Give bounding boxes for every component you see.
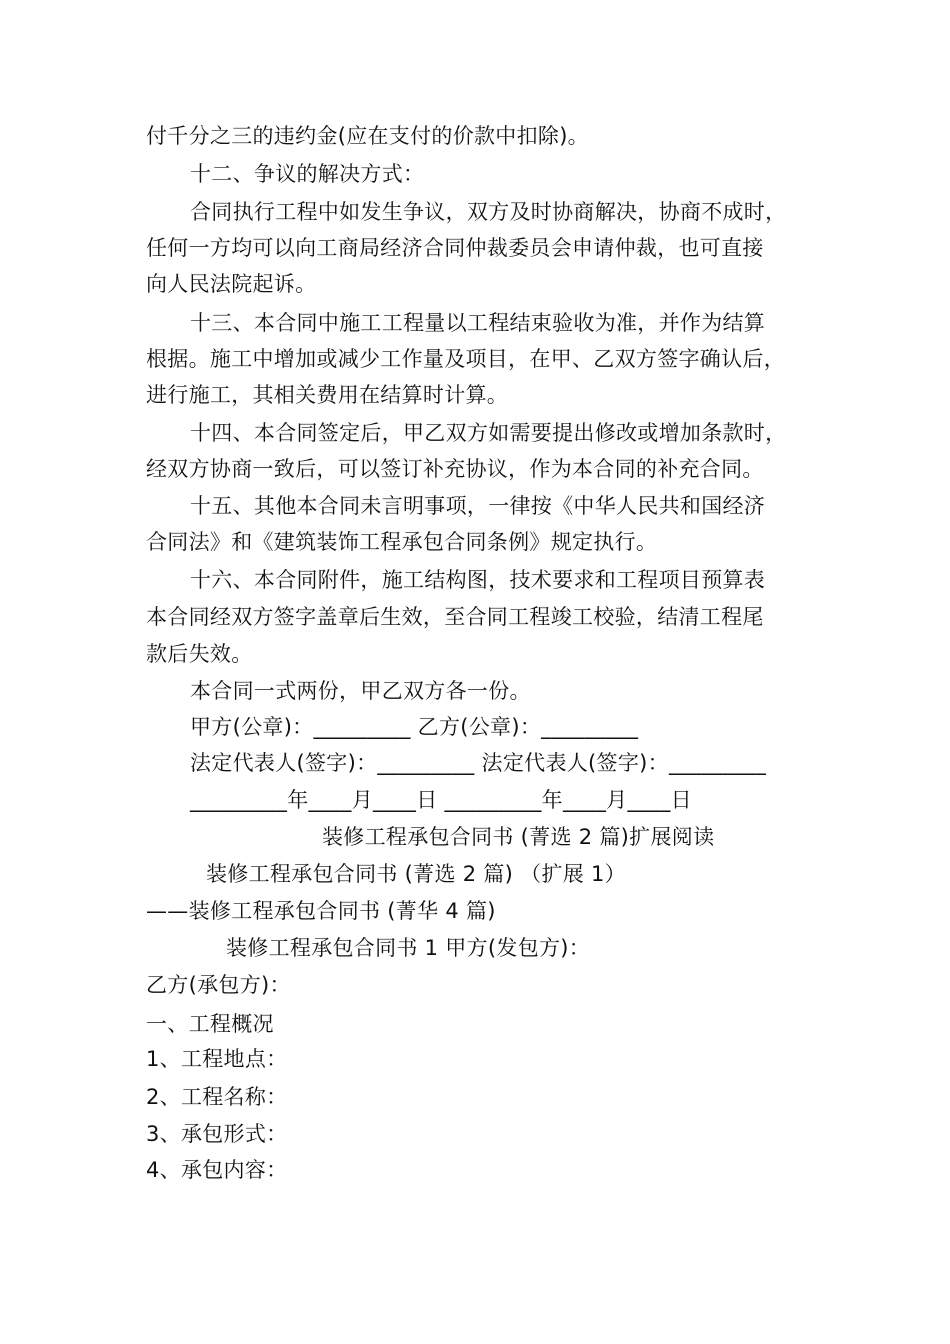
signature-seal-line: 甲方(公章)：_________ 乙方(公章)：_________ [190,715,639,739]
body-text-line: 款后失效。 [146,642,253,666]
body-text-line: 向人民法院起诉。 [146,272,317,296]
signature-date-line: _________年____月____日 _________年____月____日 [190,788,692,812]
extended-reading-title: 装修工程承包合同书 (菁选 2 篇)扩展阅读 [322,825,715,849]
contract-heading-party-a: 装修工程承包合同书 1 甲方(发包方)： [226,936,591,960]
body-text-line: 任何一方均可以向工商局经济合同仲裁委员会申请仲裁，也可直接 [146,236,764,260]
list-item: 1、工程地点： [146,1047,288,1071]
body-text-line: 经双方协商一致后，可以签订补充协议，作为本合同的补充合同。 [146,457,764,481]
section-heading-12: 十二、争议的解决方式： [190,162,425,186]
body-text-line: 本合同一式两份，甲乙双方各一份。 [190,679,531,703]
body-text-line: 合同执行工程中如发生争议，双方及时协商解决，协商不成时， [190,200,787,224]
section-heading-overview: 一、工程概况 [146,1012,274,1036]
list-item: 4、承包内容： [146,1158,288,1182]
body-text-line: 付千分之三的违约金(应在支付的价款中扣除)。 [146,124,589,148]
party-b-line: 乙方(承包方)： [146,973,291,997]
list-item: 3、承包形式： [146,1122,288,1146]
signature-representative-line: 法定代表人(签字)：_________ 法定代表人(签字)：_________ [190,751,767,775]
extended-reading-subtitle: 装修工程承包合同书 (菁选 2 篇) （扩展 1） [206,862,626,886]
section-heading-13: 十三、本合同中施工工程量以工程结束验收为准，并作为结算 [190,311,766,335]
body-text-line: 进行施工，其相关费用在结算时计算。 [146,383,509,407]
body-text-line: 合同法》和《建筑装饰工程承包合同条例》规定执行。 [146,530,658,554]
body-text-line: 根据。施工中增加或减少工作量及项目，在甲、乙双方签字确认后， [146,347,785,371]
section-heading-16: 十六、本合同附件，施工结构图，技术要求和工程项目预算表 [190,568,766,592]
list-item: 2、工程名称： [146,1085,288,1109]
body-text-line: 本合同经双方签字盖章后生效，至合同工程竣工校验，结清工程尾 [146,605,764,629]
section-heading-14: 十四、本合同签定后，甲乙双方如需要提出修改或增加条款时， [190,421,787,445]
extended-reading-dash-title: ——装修工程承包合同书 (菁华 4 篇) [146,899,496,923]
section-heading-15: 十五、其他本合同未言明事项，一律按《中华人民共和国经济 [190,494,766,518]
